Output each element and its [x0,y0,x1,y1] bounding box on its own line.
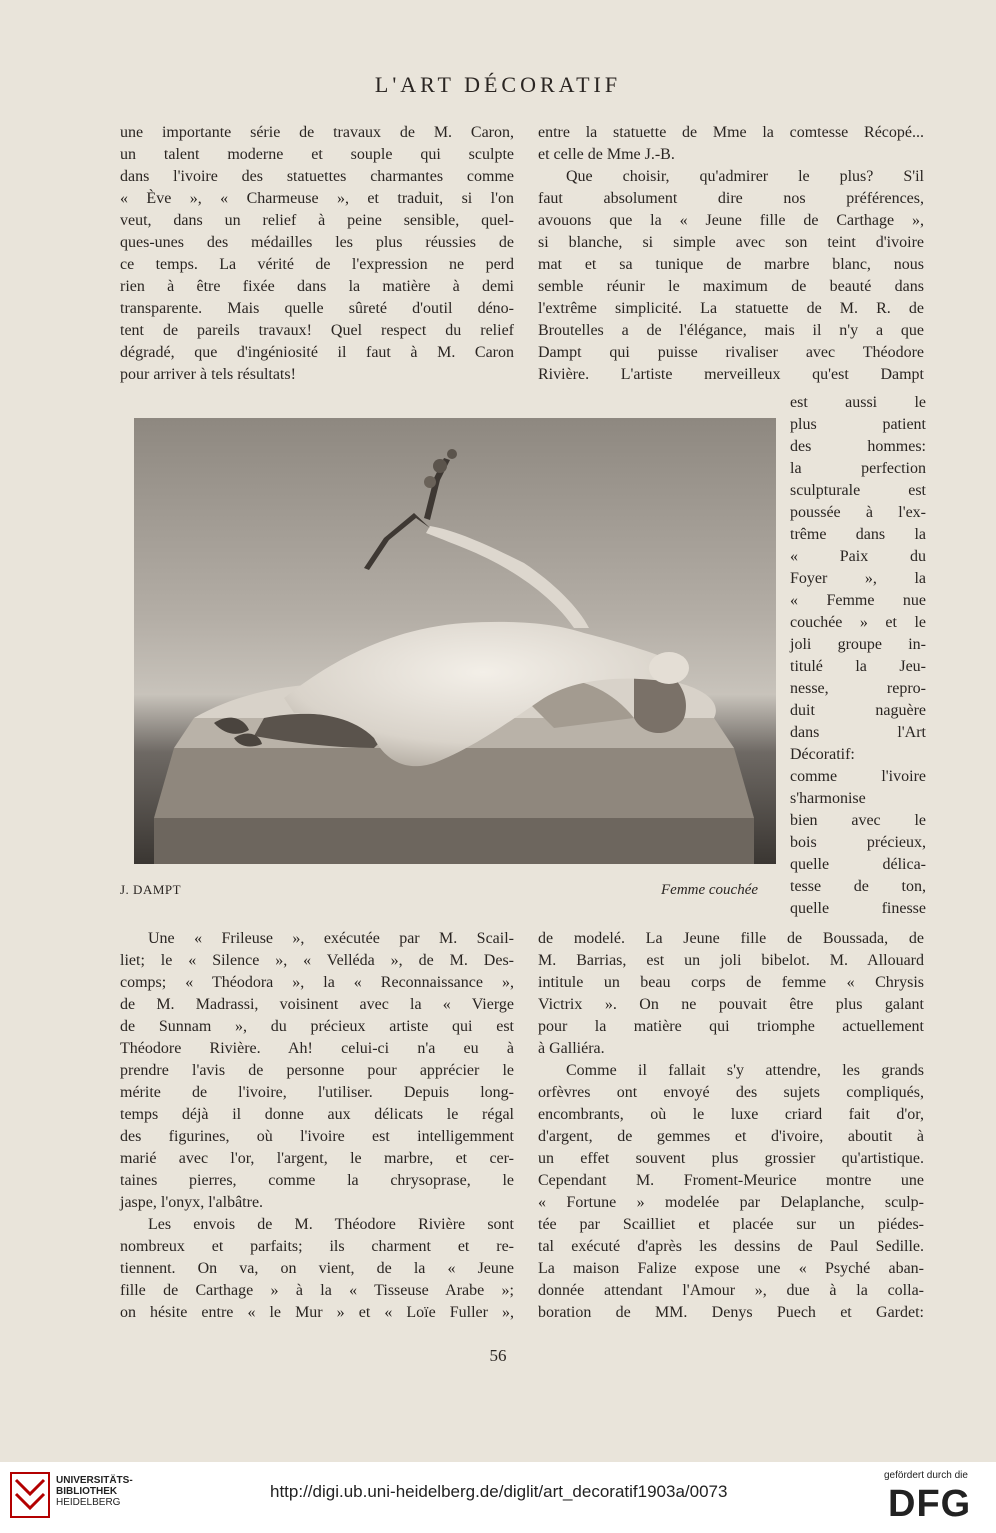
text-line: bien avec le [790,812,926,829]
text-line: faut absolument dire nos préférences, [538,190,924,207]
text-line: intitule un beau corps de femme « Chrysis [538,974,924,991]
text-line: on hésite entre « le Mur » et « Loïe Fuller », [120,1304,514,1321]
text-line: ques-unes des médailles les plus réussies de [120,234,514,251]
text-line: la perfection [790,460,926,477]
text-line: tiennent. On va, on vient, de la « Jeune [120,1260,514,1277]
text-line: La maison Falize expose une « Psyché aban- [538,1260,924,1277]
text-line: entre la statuette de Mme la comtesse Récopé... [538,124,924,141]
text-line: marié avec l'or, l'argent, le marbre, et cer- [120,1150,514,1167]
sculpture-photograph [134,418,776,864]
text-line: d'argent, de gemmes et d'ivoire, aboutit à [538,1128,924,1145]
text-line: Que choisir, qu'admirer le plus? S'il [566,168,924,185]
text-line: Dampt qui puisse rivaliser avec Théodore [538,344,924,361]
text-line: fille de Carthage » à la « Tisseuse Arabe »; [120,1282,514,1299]
text-line: et celle de Mme J.-B. [538,146,675,163]
text-line: Décoratif: [790,746,855,763]
text-line: M. Barrias, est un joli bibelot. M. Allouard [538,952,924,969]
text-line: « Fortune » modelée par Delaplanche, sculp- [538,1194,924,1211]
footer-bar [0,1462,996,1533]
text-line: Comme il fallait s'y attendre, les grands [566,1062,924,1079]
text-line: tesse de ton, [790,878,926,895]
library-name-line: BIBLIOTHEK [56,1486,118,1497]
text-line: jaspe, l'onyx, l'albâtre. [120,1194,264,1211]
text-line: à Galliéra. [538,1040,605,1057]
text-line: dans l'ivoire des statuettes charmantes comme [120,168,514,185]
text-line: orfèvres ont envoyé des sujets compliqués, [538,1084,924,1101]
text-line: pour arriver à tels résultats! [120,366,296,383]
text-line: avouons que la « Jeune fille de Carthage », [538,212,924,229]
text-line: veut, dans un relief à peine sensible, quel- [120,212,514,229]
text-line: liet; le « Silence », « Velléda », de M. Des- [120,952,514,969]
text-line: de Sunnam », du précieux artiste qui est [120,1018,514,1035]
text-line: si blanche, si simple avec son teint d'ivoire [538,234,924,251]
text-line: Victrix ». On ne pouvait être plus galant [538,996,924,1013]
text-line: Une « Frileuse », exécutée par M. Scail- [148,930,514,947]
text-line: comme l'ivoire [790,768,926,785]
dfg-logo: DFG [888,1483,972,1525]
library-logo-icon [10,1472,50,1523]
text-line: sculpturale est [790,482,926,499]
text-line: est aussi le [790,394,926,411]
page-number: 56 [489,1346,507,1365]
text-line: Théodore Rivière. Ah! celui-ci n'a eu à [120,1040,514,1057]
text-line: trême dans la [790,526,926,543]
text-line: boration de MM. Denys Puech et Gardet: [538,1304,924,1321]
text-column-top-left [120,122,514,386]
text-line: prendre l'avis de personne pour apprécier le [120,1062,514,1079]
text-line: un effet souvent plus grossier qu'artistique. [538,1150,924,1167]
figure-caption-artist: J. DAMPT [120,882,182,897]
text-line: Foyer », la [790,570,926,587]
text-line: encombrants, où le luxe criard fait d'or, [538,1106,924,1123]
text-line: semble réunir le maximum de beauté dans [538,278,924,295]
text-line: joli groupe in- [790,636,926,653]
text-column-bottom-right [538,928,924,1324]
text-line: donnée attendant l'Amour », due à la colla- [538,1282,924,1299]
text-line: nombreux et parfaits; ils charment et re- [120,1238,514,1255]
text-line: dans l'Art [790,724,926,741]
text-line: rien à être fixée dans la matière à demi [120,278,514,295]
library-name-line: UNIVERSITÄTS- [56,1475,133,1486]
text-line: temps déjà il donne aux délicats le régal [120,1106,514,1123]
text-line: Cependant M. Froment-Meurice montre une [538,1172,924,1189]
figure-caption-title: Femme couchée [661,882,759,898]
text-line: Broutelles a de l'élégance, mais il n'y a que [538,322,924,339]
text-line: un talent moderne et souple qui sculpte [120,146,514,163]
sculpture-illustration [134,418,776,864]
text-line: Les envois de M. Théodore Rivière sont [148,1216,514,1233]
text-line: tal exécuté d'après les dessins de Paul Sedille. [538,1238,924,1255]
text-line: pour la matière qui triomphe actuellement [538,1018,924,1035]
text-line: bois précieux, [790,834,926,851]
text-line: l'extrême simplicité. La statuette de M. R. de [538,300,924,317]
text-line: tée par Scailliet et placée sur un piédes- [538,1216,924,1233]
text-line: duit naguère [790,702,926,719]
library-name [56,1475,133,1508]
text-line: une importante série de travaux de M. Caron, [120,124,514,141]
text-column-bottom-left [120,928,514,1324]
text-line: taines pierres, comme la chrysoprase, le [120,1172,514,1189]
text-line: tent de pareils travaux! Quel respect du relief [120,322,514,339]
text-line: « Paix du [790,548,926,565]
text-line: de M. Madrassi, voisinent avec la « Vierge [120,996,514,1013]
text-line: poussée à l'ex- [790,504,926,521]
text-line: plus patient [790,416,926,433]
funded-by-label: gefördert durch die [884,1470,968,1481]
text-line: transparente. Mais quelle sûreté d'outil déno- [120,300,514,317]
text-line: mérite de l'ivoire, l'utiliser. Depuis long- [120,1084,514,1101]
source-url-link[interactable]: http://digi.ub.uni-heidelberg.de/diglit/art_decoratif1903a/0073 [270,1482,728,1501]
text-line: ce temps. La vérité de l'expression ne perd [120,256,514,273]
text-line: titulé la Jeu- [790,658,926,675]
text-line: « Femme nue [790,592,926,609]
text-line: quelle finesse [790,900,926,917]
text-line: dégradé, que d'ingéniosité il faut à M. Caron [120,344,514,361]
text-line: s'harmonise [790,790,866,807]
running-head: L'ART DÉCORATIF [374,72,622,97]
text-line: Rivière. L'artiste merveilleux qu'est Dampt [538,366,924,383]
text-column-side [790,392,926,920]
text-line: nesse, repro- [790,680,926,697]
text-column-top-right [538,122,924,386]
text-line: de modelé. La Jeune fille de Boussada, de [538,930,924,947]
text-line: quelle délica- [790,856,926,873]
text-line: comps; « Théodora », la « Reconnaissance », [120,974,514,991]
text-line: mat et sa tunique de marbre blanc, nous [538,256,924,273]
text-line: des figurines, où l'ivoire est intelligemment [120,1128,514,1145]
text-line: « Ève », « Charmeuse », et traduit, si l'on [120,190,514,207]
text-line: couchée » et le [790,614,926,631]
text-line: des hommes: [790,438,926,455]
library-name-line: HEIDELBERG [56,1497,121,1508]
